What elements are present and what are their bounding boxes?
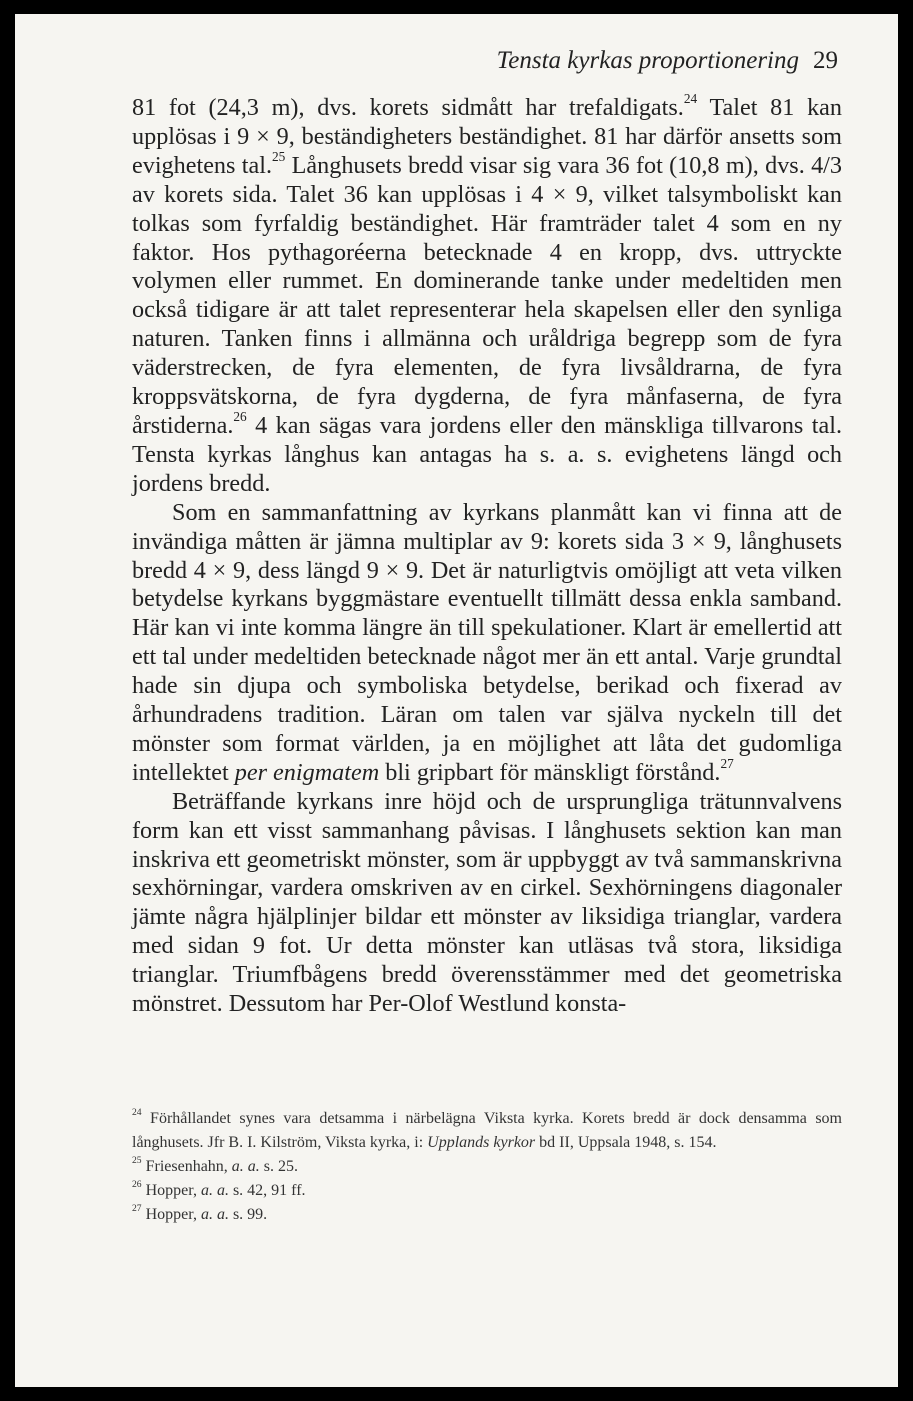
footnote-italic: Upplands kyrkor [427, 1134, 536, 1151]
footnote-text: Förhållandet synes vara detsamma i närbelägna Viksta kyrka. Korets bredd är dock densamma som långhusets. Jfr B. I. Kilström, Viksta kyrka, i: [132, 1110, 843, 1151]
main-text [132, 91, 842, 1019]
footnote-25 [132, 1155, 842, 1179]
footnote-27 [132, 1203, 842, 1227]
text-run: 81 fot (24,3 m), dvs. korets sidmått har trefaldigats. [132, 94, 684, 121]
footnote-text: Hopper, [145, 1206, 201, 1223]
footnote-26 [132, 1179, 842, 1203]
footnote-number: 25 [132, 1154, 142, 1166]
text-run: Talet 81 kan upplösas i 9 × 9, beständigheters beständighet. 81 har därför ansetts som evighetens tal. [132, 94, 842, 179]
footnote-number: 27 [132, 1202, 142, 1214]
text-run: Beträffande kyrkans inre höjd och de ursprungliga trätunnvalvens form kan ett visst sammanhang påvisas. I långhusets sektion kan man inskriva ett geometriskt mönster, som är uppbyggt av två sammanskrivna sexhörningar, vardera omskriven av en cirkel. Sexhörningens diagonaler jämte några hjälplinjer bildar ett mönster av liksidiga trianglar, vardera med sidan 9 fot. Ur detta mönster kan utläsas två stora, liksidiga trianglar. Triumfbågens bredd överensstämmer med det geometriska mönstret. Dessutom har Per-Olof Westlund konsta- [132, 787, 842, 1018]
footnote-text: s. 99. [228, 1206, 268, 1223]
footnote-text: s. 25. [259, 1158, 299, 1175]
running-header [497, 47, 838, 75]
footnote-italic: a. a. [200, 1182, 229, 1199]
footnote-ref[interactable]: 25 [272, 149, 286, 165]
italic-text: per enigmatem [234, 758, 380, 786]
footnote-italic: a. a. [231, 1158, 260, 1175]
book-page [15, 14, 898, 1387]
text-run: Långhusets bredd visar sig vara 36 fot (10,8 m), dvs. 4/3 av korets sida. Talet 36 kan upplösas i 4 × 9, vilket talsymboliskt kan tolkas som fyrfaldig beständighet. Här framträder talet 4 som en ny faktor. Hos pythagoréerna betecknade 4 en kropp, dvs. uttryckte volymen eller rummet. En dominerande tanke under medeltiden men också tidigare är att talet representerar hela skapelsen eller den synliga naturen. Tanken finns i allmänna och uråldriga begrepp som de fyra väderstrecken, de fyra elementen, de fyra livsåldrarna, de fyra kroppsvätskorna, de fyra dygderna, de fyra månfaserna, de fyra årstiderna. [132, 151, 842, 439]
footnote-ref[interactable]: 27 [720, 756, 734, 772]
footnote-text: Hopper, [145, 1182, 201, 1199]
paragraph-2 [132, 499, 842, 788]
text-run: Som en sammanfattning av kyrkans planmått kan vi finna att de invändiga måtten är jämna multiplar av 9: korets sida 3 × 9, långhusets bredd 4 × 9, dess längd 9 × 9. Det är naturligtvis omöjligt att veta vilken betydelse kyrkans byggmästare eventuellt tillmätt dessa enkla samband. Här kan vi inte komma längre än till spekulationer. Klart är emellertid att ett tal under medeltiden betecknade något mer än ett antal. Varje grundtal hade sin djupa och symboliska betydelse, berikad och fixerad av århundradens tradition. Läran om talen var själva nyckeln till det mönster som format världen, ja en möjlighet att låta det gudomliga intellektet [132, 498, 842, 786]
footnote-number: 24 [132, 1106, 142, 1118]
running-title: Tensta kyrkas proportionering [496, 47, 799, 74]
footnotes [132, 1107, 842, 1227]
footnote-24 [132, 1107, 842, 1155]
page-number: 29 [813, 47, 838, 74]
footnote-text: bd II, Uppsala 1948, s. 154. [535, 1134, 717, 1151]
footnote-ref[interactable]: 24 [683, 91, 698, 107]
footnote-italic: a. a. [200, 1206, 229, 1223]
paragraph-1 [132, 91, 842, 499]
footnote-ref[interactable]: 26 [233, 409, 247, 425]
footnote-text: s. 42, 91 ff. [228, 1182, 306, 1199]
footnote-number: 26 [132, 1178, 142, 1190]
text-run: 4 kan sägas vara jordens eller den mänskliga tillvarons tal. Tensta kyrkas långhus kan antagas ha s. a. s. evighetens längd och jordens bredd. [132, 411, 842, 497]
paragraph-3 [132, 788, 842, 1019]
footnote-text: Friesenhahn, [145, 1158, 232, 1175]
text-run: bli gripbart för mänskligt förstånd. [379, 758, 721, 786]
